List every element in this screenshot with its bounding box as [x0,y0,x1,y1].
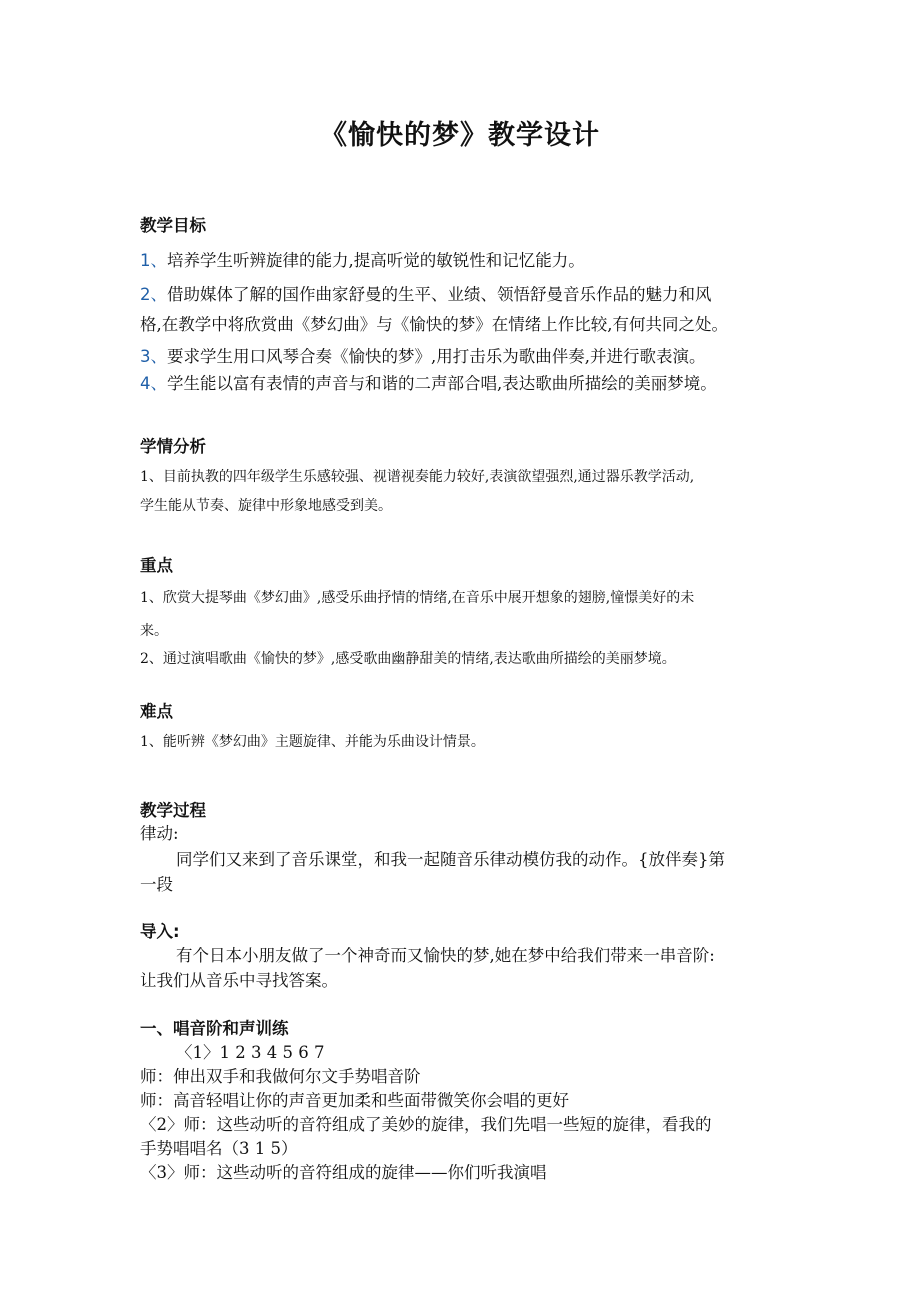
analysis-heading: 学情分析 [140,437,206,456]
section1-line: 〈2〉师：这些动听的音符组成了美妙的旋律，我们先唱一些短的旋律，看我的 [140,1115,712,1134]
key-points-heading: 重点 [140,556,173,575]
goal-item-2 [140,283,712,307]
difficulty-line: 1、能听辨《梦幻曲》主题旋律、并能为乐曲设计情景。 [140,734,485,750]
goal-item-2-line-2: 格,在教学中将欣赏曲《梦幻曲》与《愉快的梦》在情绪上作比较,有何共同之处。 [140,315,728,334]
goal-text: 学生能以富有表情的声音与和谐的二声部合唱,表达歌曲所描绘的美丽梦境。 [167,374,717,393]
section1-line: 〈3〉师：这些动听的音符组成的旋律——你们听我演唱 [140,1163,547,1182]
section1-line: 师：高音轻唱让你的声音更加柔和些面带微笑你会唱的更好 [140,1091,569,1110]
goal-item-4 [140,372,717,396]
analysis-line: 学生能从节奏、旋律中形象地感受到美。 [140,498,392,514]
rhythm-line: 一段 [140,875,173,894]
intro-heading: 导入: [140,922,180,941]
difficulties-heading: 难点 [140,702,173,721]
process-heading: 教学过程 [140,801,206,820]
goal-item-1 [140,249,585,273]
section1-line: 手势唱唱名（3 1 5） [140,1139,298,1158]
section1-heading: 一、唱音阶和声训练 [140,1019,289,1038]
section1-line: 〈1〉1 2 3 4 5 6 7 [176,1043,325,1062]
key-point-line: 来。 [140,623,168,639]
goal-number: 3、 [140,347,167,366]
goal-text: 借助媒体了解的国作曲家舒曼的生平、业绩、领悟舒曼音乐作品的魅力和风 [167,285,712,304]
goal-number: 1、 [140,251,167,270]
goal-number: 2、 [140,285,167,304]
intro-line: 让我们从音乐中寻找答案。 [140,971,338,990]
goal-text: 要求学生用口风琴合奏《愉快的梦》,用打击乐为歌曲伴奏,并进行歌表演。 [167,347,706,366]
key-point-line: 1、欣赏大提琴曲《梦幻曲》,感受乐曲抒情的情绪,在音乐中展开想象的翅膀,憧憬美好的未 [140,590,695,606]
goal-number: 4、 [140,374,167,393]
goal-item-3 [140,345,706,369]
rhythm-label: 律动: [140,824,179,843]
intro-line: 有个日本小朋友做了一个神奇而又愉快的梦,她在梦中给我们带来一串音阶: [176,946,715,965]
goal-text: 培养学生听辨旋律的能力,提高听觉的敏锐性和记忆能力。 [167,251,585,270]
analysis-line: 1、目前执教的四年级学生乐感较强、视谱视奏能力较好,表演欲望强烈,通过器乐教学活动, [140,469,695,485]
goals-heading: 教学目标 [140,216,206,235]
section1-line: 师：伸出双手和我做何尔文手势唱音阶 [140,1067,421,1086]
key-point-line: 2、通过演唱歌曲《愉快的梦》,感受歌曲幽静甜美的情绪,表达歌曲所描绘的美丽梦境。 [140,651,676,667]
rhythm-line: 同学们又来到了音乐课堂，和我一起随音乐律动模仿我的动作。{放伴奏}第 [176,850,725,869]
page-title: 《愉快的梦》教学设计 [320,120,600,151]
